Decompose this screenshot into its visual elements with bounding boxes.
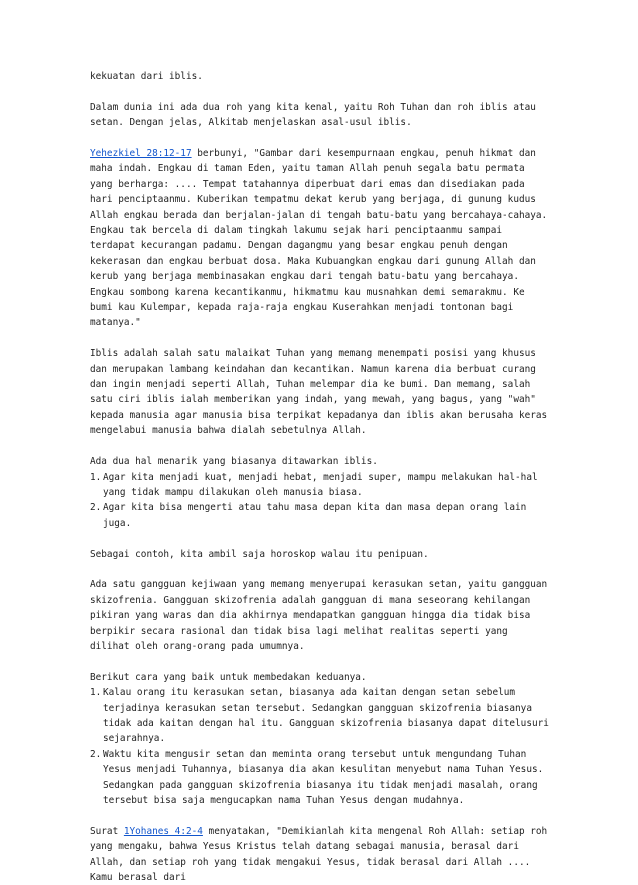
dua-hal-heading: Ada dua hal menarik yang biasanya ditawarkan iblis. xyxy=(90,456,378,468)
list-item: 2. Waktu kita mengusir setan dan meminta orang tersebut untuk mengundang Tuhan Yesus menjadi Tuhannya, biasanya dia akan kesulitan menyebut nama Tuhan Yesus. Sedangkan pada gangguan skizofrenia biasanya itu tidak menjadi masalah, orang tersebut bisa saja mengucapkan nama Tuhan Yesus dengan mudahnya. xyxy=(90,748,544,806)
link-yehezkiel[interactable]: Yehezkiel 28:12-17 xyxy=(90,148,192,159)
paragraph-iblis: Iblis adalah salah satu malaikat Tuhan yang memang menempati posisi yang khusus dan merupakan lambang keindahan dan kecantikan. Namun karena dia berbuat curang dan ingin menjadi seperti Allah, Tuhan melempar dia ke bumi. Dan memang, salah satu ciri iblis ialah memberikan yang indah, yang mewah, yang bagus, yang "wah" kepada manusia agar manusia bisa terpikat kepadanya dan iblis akan berusaha keras mengelabui manusia bahwa dialah sebetulnya Allah. xyxy=(90,348,548,437)
berikut-heading: Berikut cara yang baik untuk membedakan keduanya. xyxy=(90,671,367,683)
list-cara xyxy=(90,685,552,808)
list-dua-hal xyxy=(90,470,552,532)
paragraph-contoh: Sebagai contoh, kita ambil saja horoskop walau itu penipuan. xyxy=(90,548,429,560)
list-item: 1. Kalau orang itu kerasukan setan, biasanya ada kaitan dengan setan sebelum terjadinya kerasukan setan tersebut. Sedangkan gangguan skizofrenia biasanya tidak ada kaitan dengan hal itu. Gangguan skizofrenia biasanya dapat ditelusuri sejarahnya. xyxy=(90,687,549,745)
paragraph-yehezkiel xyxy=(90,146,552,331)
yehezkiel-quote: berbunyi, "Gambar dari kesempurnaan engkau, penuh hikmat dan maha indah. Engkau di taman Eden, yaitu taman Allah penuh segala batu permata yang berharga: .... Tempat tatahannya diperbuat dari emas dan disediakan pada hari penciptaanmu. Kuberikan tempatmu dekat kerub yang berjaga, di gunung kudus Allah engkau berada dan berjalan-jalan di tengah batu-batu yang bercahaya-cahaya. Engkau tak bercela di dalam tingkah lakumu sejak hari penciptaanmu sampai terdapat kecurangan padamu. Dengan dagangmu yang besar engkau penuh dengan kekerasan dan engkau berbuat dosa. Maka Kubuangkan engkau dari gunung Allah dan kerub yang berjaga membinasakan engkau dari tengah batu-batu yang bercahaya. Engkau sombong karena kecantikanmu, hikmatmu kau musnahkan demi semarakmu. Ke bumi kau Kulempar, kepada raja-raja engkau Kuserahkan menjadi tontonan bagi matanya." xyxy=(90,148,548,329)
list-item: 1. Agar kita menjadi kuat, menjadi hebat, menjadi super, mampu melakukan hal-hal yang tidak mampu dilakukan oleh manusia biasa. xyxy=(90,471,538,498)
paragraph-dua-roh: Dalam dunia ini ada dua roh yang kita kenal, yaitu Roh Tuhan dan roh iblis atau setan. Dengan jelas, Alkitab menjelaskan asal-usul iblis. xyxy=(90,101,536,129)
list-item: 2. Agar kita bisa mengerti atau tahu masa depan kita dan masa depan orang lain juga. xyxy=(90,502,527,529)
document-page xyxy=(90,69,552,885)
paragraph-gangguan: Ada satu gangguan kejiwaan yang memang menyerupai kerasukan setan, yaitu gangguan skizofrenia. Gangguan skizofrenia adalah gangguan di mana seseorang kehilangan pikiran yang waras dan dia akhirnya mendapatkan gangguan hingga dia tidak bisa berpikir secara rasional dan tidak bisa lagi melihat realitas seperti yang dilihat oleh orang-orang pada umumnya. xyxy=(90,579,548,652)
section-berikut xyxy=(90,670,552,809)
section-dua-hal xyxy=(90,454,552,531)
paragraph-surat: Surat 1Yohanes 4:2-4 menyatakan, "Demikianlah kita mengenal Roh Allah: setiap roh yang mengaku, bahwa Yesus Kristus telah datang sebagai manusia, berasal dari Allah, dan setiap roh yang tidak mengakui Yesus, tidak berasal dari Allah .... Kamu berasal dari xyxy=(90,825,548,883)
link-1yohanes[interactable]: 1Yohanes 4:2-4 xyxy=(123,825,203,837)
surat-quote: menyatakan, "Demikianlah kita mengenal Roh Allah: setiap roh yang mengaku, bahwa Yesus Kristus telah datang sebagai manusia, berasal dari Allah, dan setiap roh yang tidak mengakui Yesus, tidak berasal dari Allah .... Kamu berasal dari xyxy=(90,825,548,883)
paragraph-intro-end: kekuatan dari iblis. xyxy=(90,71,203,82)
